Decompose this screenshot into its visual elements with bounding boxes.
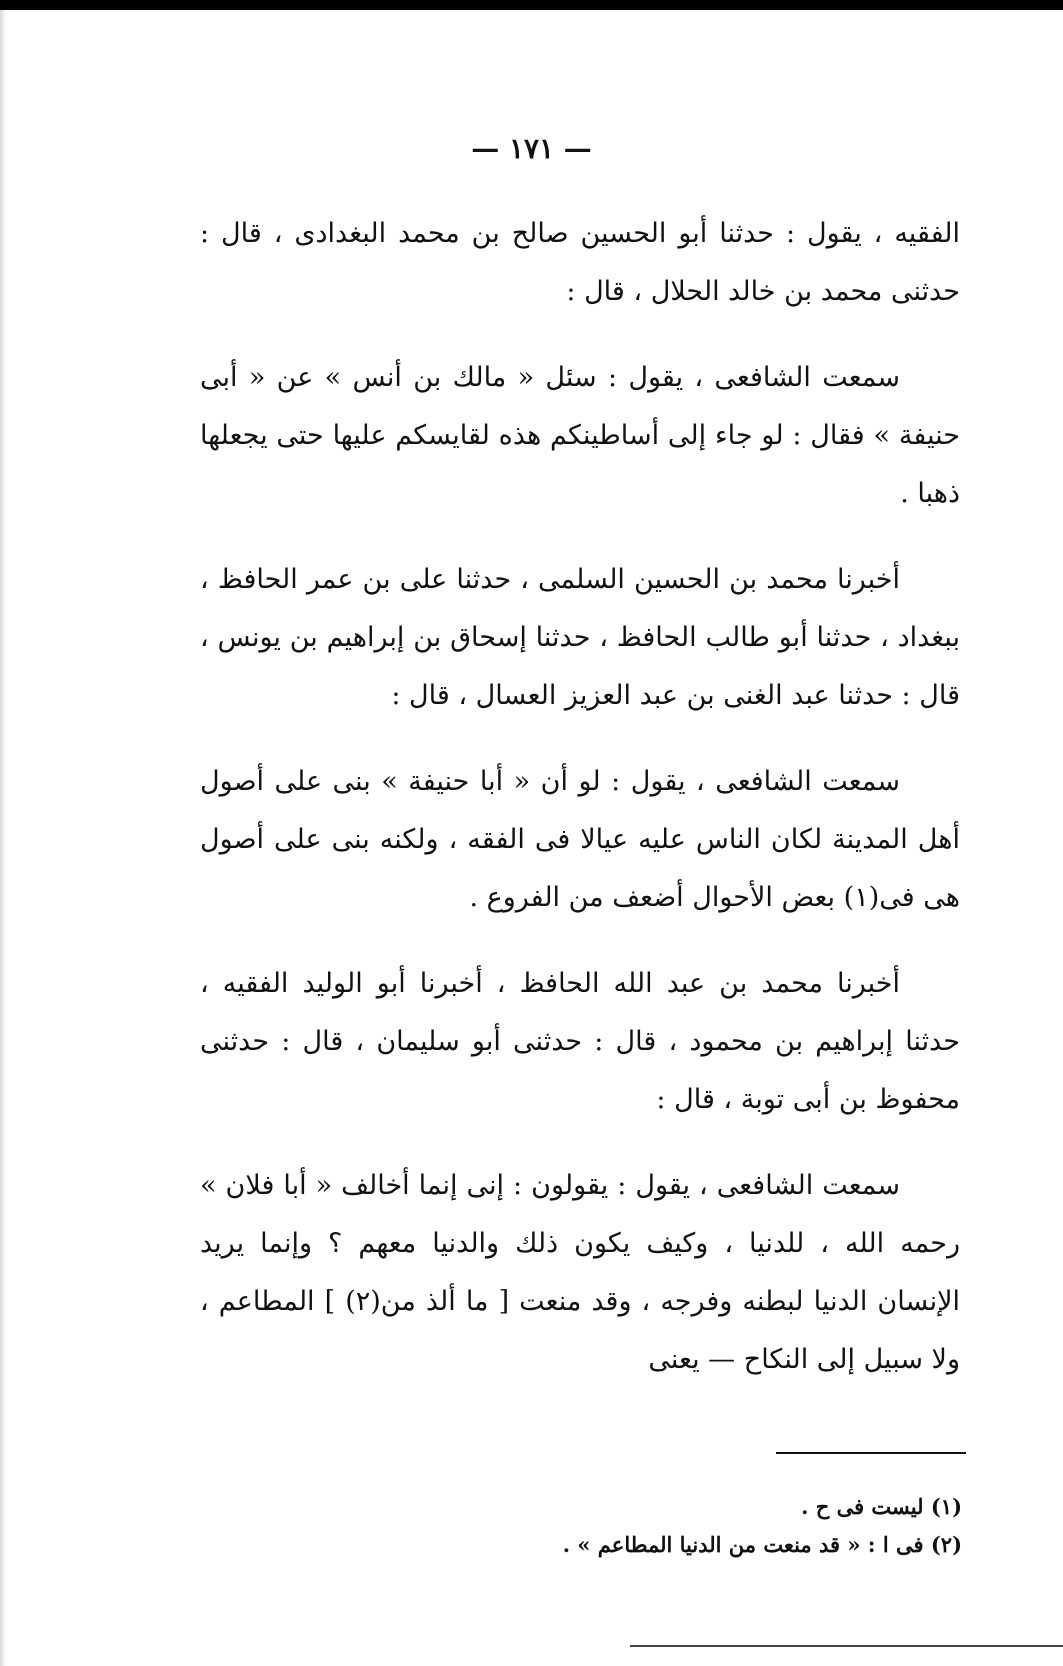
paragraph-4: سمعت الشافعى ، يقول : لو أن « أبا حنيفة » بنى على أصول أهل المدينة لكان الناس عليه عيالا فى الفقه ، ولكنه بنى على أصول هى فى(١) بعض الأحوال أضعف من الفروع . [200,766,960,913]
footnotes [400,1488,962,1564]
paragraph-2: سمعت الشافعى ، يقول : سئل « مالك بن أنس » عن « أبى حنيفة » فقال : لو جاء إلى أساطينكم هذه لقايسكم عليها حتى يجعلها ذهبا . [200,362,960,509]
footnote-separator [776,1452,966,1454]
paragraph-5: أخبرنا محمد بن عبد الله الحافظ ، أخبرنا أبو الوليد الفقيه ، حدثنا إبراهيم بن محمود ، قال : حدثنى أبو سليمان ، قال : حدثنى محفوظ بن أبى توبة ، قال : [200,968,960,1115]
paragraph-3: أخبرنا محمد بن الحسين السلمى ، حدثنا على بن عمر الحافظ ، ببغداد ، حدثنا أبو طالب الحافظ ، حدثنا إسحاق بن إبراهيم بن يونس ، قال : حدثنا عبد الغنى بن عبد العزيز العسال ، قال : [200,564,960,711]
scan-bottom-line [630,1645,1063,1647]
footnote-1: (١) ليست فى ح . [801,1494,962,1519]
main-text [200,205,960,1417]
paragraph-6: سمعت الشافعى ، يقول : يقولون : إنى إنما أخالف « أبا فلان » رحمه الله ، للدنيا ، وكيف يكون ذلك والدنيا معهم ؟ وإنما يريد الإنسان الدنيا لبطنه وفرجه ، وقد منعت [ ما ألذ من(٢) ] المطاعم ، ولا سبيل إلى النكاح — يعنى [200,1170,960,1375]
page-number: — ١٧١ — [471,132,592,165]
footnote-2: (٢) فى ا : « قد منعت من الدنيا المطاعم » . [562,1532,962,1557]
paragraph-1: الفقيه ، يقول : حدثنا أبو الحسين صالح بن محمد البغدادى ، قال : حدثنى محمد بن خالد الحلال ، قال : [200,218,960,307]
